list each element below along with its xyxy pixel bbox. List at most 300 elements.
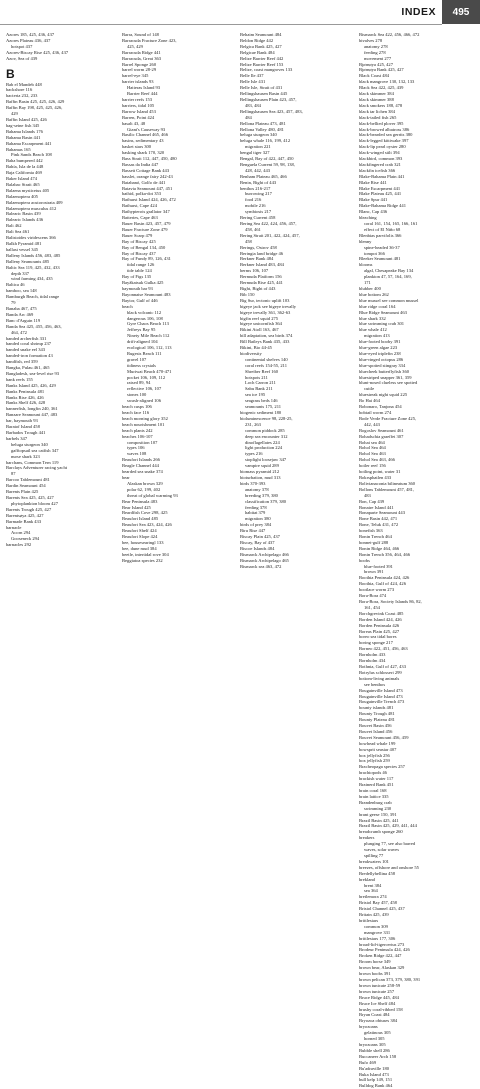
index-entry: bivalves 278: [359, 37, 383, 43]
index-entry: Bollons Tablemount 457, 481,: [359, 486, 415, 492]
index-entry: Bohai sea 464: [359, 439, 385, 445]
index-entry: beach: [122, 303, 133, 309]
index-entry: Beardfish Cove 298, 425: [122, 510, 168, 516]
index-entry: barchans, Common Tern 119: [6, 459, 59, 465]
index-entry: Beggiatoa species 232: [122, 557, 163, 563]
index-subentry: horned 305: [364, 1036, 385, 1042]
index-entry: brain coral 168: [359, 788, 387, 793]
index-subentry: Muriwai Beach 470-471: [127, 368, 172, 374]
index-entry: Bogoslov Seamount 461: [359, 427, 404, 433]
index-entry: Berkner Island 483, 484: [240, 262, 284, 268]
index-subentry: swimming 230: [364, 805, 392, 811]
index-entry: boiler reef 156: [359, 463, 386, 469]
index-entry: Bamburgh Beach, tidal range: [6, 294, 60, 300]
index-entry: Balaenoptera 405: [6, 193, 38, 199]
index-entry: Bauer Fracture Zone 479: [122, 226, 168, 232]
index-entry: Blake Spur 441: [359, 197, 388, 203]
index-subentry: nurse shark 323: [11, 453, 40, 459]
index-entry: black-legged kittiwake 397: [359, 138, 409, 144]
index-entry: Bouvet Seamount 456, 459: [359, 734, 409, 740]
index-entry: bryozoans: [359, 1024, 378, 1030]
index-entry: Bear Island 425: [122, 504, 151, 510]
index-entry: Balearic Basin 439: [6, 211, 41, 217]
index-entry: blue-footed booby 391: [359, 339, 401, 345]
index-entry: Bonin Trench 464: [359, 534, 392, 540]
index-entry: Barrow Island 453: [122, 108, 156, 114]
index-entry: Behaim Seamount 484: [240, 32, 282, 37]
index-entry: backshore 116: [6, 87, 33, 93]
index-entry: brown tunicate 257: [359, 988, 395, 994]
index-entry: beach nourishment 101: [122, 421, 165, 427]
index-entry: Banks Shelf 426, 428: [6, 400, 46, 406]
index-entry: Blake-Bahama Ridge 441: [359, 203, 406, 209]
index-entry: Bu'adraville 180: [359, 1065, 389, 1071]
index-entry: brekland: [359, 876, 375, 882]
index-entry: brant geese 150, 391: [359, 811, 397, 817]
index-entry: Bassett Cottage Bank 443: [122, 167, 170, 173]
index-entry: Biscay, Bay of 437: [240, 539, 275, 545]
index-entry: Banc d'Arguin 119: [6, 317, 41, 323]
index-subentry: deep sea encounter 312: [245, 433, 288, 439]
index-entry: Bohol Sea 463: [359, 451, 386, 457]
index-entry: Bahama Basin 441: [6, 134, 41, 140]
index-entry: Bismarck sea 463, 472: [240, 563, 282, 569]
index-entry: Balaenoptera acutorostrata 409: [6, 199, 63, 205]
index-subentry: 425, 429: [127, 43, 143, 49]
index-entry: Bill Baileys Bank 435, 433: [240, 339, 290, 345]
index-entry: Bismarck Archipelago 465: [240, 557, 289, 563]
index-entry: box jellyfish 256: [359, 752, 390, 758]
index-entry: Britain 425, 439: [359, 912, 389, 918]
index-entry: Beagle Channel 444: [122, 463, 159, 469]
index-entry: brain lattice 335: [359, 793, 389, 799]
index-entry: Bulldog Bank 464: [359, 1083, 393, 1089]
index-entry: Blue Ridge Seamount 463: [359, 309, 407, 315]
index-entry: Bahama Islands 176: [6, 128, 43, 134]
index-entry: Blake Rise 441: [359, 179, 387, 185]
index-subentry: brent 384: [364, 882, 382, 888]
index-subentry: blue-footed 391: [364, 563, 393, 569]
index-entry: Barrel Sponge 260: [122, 61, 157, 67]
index-entry: Bora-Bora 474: [359, 593, 387, 599]
index-entry: basking shark 170, 320: [122, 150, 165, 156]
index-subentry: movement 277: [364, 55, 392, 61]
index-subentry: 458: [245, 238, 252, 244]
index-entry: banded archerfish 331: [6, 335, 47, 341]
index-entry: Barcoo Tablemount 481: [6, 477, 50, 483]
index-subentry: hotspots 211: [245, 374, 268, 380]
index-entry: Baltic Sea 119, 425, 432, 433: [6, 264, 60, 270]
index-subentry: Acorn 294: [11, 530, 31, 536]
index-entry: blue whale 412: [359, 327, 387, 333]
index-subentry: migration 221: [245, 144, 271, 150]
index-entry: Brazil Basin 425, 441: [359, 817, 399, 823]
index-entry: Beaufort Island 485: [122, 516, 159, 522]
index-entry: Azores-Biscay Rise 425, 436, 437: [6, 49, 69, 55]
index-subentry: threat of global warming 93: [127, 492, 178, 498]
index-entry: Blanc, Cap 436: [359, 209, 388, 215]
index-subentry: spilling 77: [364, 852, 384, 858]
index-entry: Bellingshausen Plain 423, 457,: [240, 96, 297, 102]
index-entry: bigeye unicornfish 364: [240, 321, 282, 327]
index-subentry: common piddock 285: [245, 427, 285, 433]
index-entry: Big Sur, tectonic uplift 103: [240, 297, 290, 303]
index-entry: Benham Plateau 465, 466: [240, 173, 287, 179]
index-entry: Bouvet Basin 456: [359, 723, 392, 729]
index-entry: Barents Plain 425: [6, 489, 39, 495]
index-subentry: dinoflagellates 224: [245, 439, 280, 445]
index-column-1: [6, 32, 116, 548]
index-entry: Berkner Bank 484: [240, 256, 274, 262]
index-column-4: [359, 32, 469, 1089]
index-subentry: symbiosis 217: [245, 209, 272, 215]
index-entry: Baffin Island 425, 426: [6, 116, 47, 122]
index-subentry: Giant's Causeway 93: [127, 126, 166, 132]
index-entry: brown tunicate 258-59: [359, 982, 401, 988]
index-entry: Balaenoptera musculus 412: [6, 205, 57, 211]
index-entry: barrel-eye 345: [122, 73, 149, 79]
index-entry: Azov, Sea of 439: [6, 55, 38, 61]
index-entry: Broken Ridge 422, 447: [359, 953, 402, 959]
index-subentry: plunging 77, see also barred: [364, 841, 416, 847]
index-entry: Bruce Ice Shelf 484: [359, 1000, 396, 1006]
index-subentry: composition 107: [127, 439, 158, 445]
entry-spacer: [6, 62, 116, 65]
index-entry: biomass pyramid 212: [240, 469, 280, 475]
index-entry: brittlestars: [359, 917, 379, 923]
index-entry: Bellona Valley 480, 481: [240, 126, 284, 132]
index-subentry: Gyre Chaos Beach 113: [127, 321, 169, 327]
index-entry: Brandenburg crab: [359, 799, 392, 805]
index-subentry: gravel 107: [127, 356, 147, 362]
index-entry: Bjørnøya 425, 427: [359, 61, 393, 67]
index-subentry: Barrier Reef 444: [127, 91, 158, 97]
index-entry: blunt-nosed clueless see spotted: [359, 380, 418, 386]
index-entry: basalt 43, 48: [122, 120, 146, 126]
index-subentry: mobile 216: [245, 203, 266, 209]
index-entry: Barentsøya 425, 427: [6, 512, 44, 518]
index-subentry: depth 337: [11, 270, 30, 276]
index-entry: Black Sea 422, 425, 439: [359, 85, 404, 91]
index-entry: Biru Rise 447: [240, 528, 266, 534]
index-entry: Baratof Island 458: [6, 424, 40, 430]
index-subentry: tompot 366: [364, 250, 385, 256]
index-entry: bannerfish, longfin 240, 361: [6, 406, 58, 412]
index-entry: blue bottom 262: [359, 291, 389, 297]
index-subentry: raised 89, 94: [127, 380, 151, 386]
index-subentry: tidiness crystals: [127, 362, 156, 368]
index-entry: brushy coral-ribbed 158: [359, 1006, 403, 1012]
index-entry: ballast vessel 345: [6, 246, 39, 252]
index-subentry: Rugesis Beach 111: [127, 350, 162, 356]
index-subentry: feeding 278: [364, 49, 386, 55]
index-entry: boobs: [359, 557, 370, 563]
index-entry: Bangladesh, sea-level rise 93: [6, 370, 60, 376]
index-subentry: Shreiber Reef 160: [245, 368, 279, 374]
index-entry: Biscay Plain 425, 437: [240, 534, 280, 540]
index-entry: Bornholm 434: [359, 658, 386, 664]
index-entry: black-tailed fish 265: [359, 114, 397, 120]
index-subentry: stones 100: [127, 392, 147, 398]
index-subentry: sea ice 195: [245, 392, 266, 398]
index-entry: boiling point, water 31: [359, 469, 401, 475]
index-entry: Bight, Bight of 443: [240, 285, 276, 291]
index-entry: Bay of Bengal 134, 450: [122, 244, 166, 250]
index-subentry: polar 62, 199, 402: [127, 486, 161, 492]
index-entry: Bismarck Archipelago 466: [240, 551, 289, 557]
index-column-2: [122, 32, 232, 564]
index-subentry: gafftopsail sea catfish 347: [11, 447, 59, 453]
index-subentry: classification 379, 380: [245, 498, 287, 504]
index-entry: Banks Rise 426, 426: [6, 394, 44, 400]
index-subentry: 483, 484: [245, 102, 261, 108]
index-subentry: sea 364: [364, 888, 378, 894]
index-entry: Banda Arc 469: [6, 311, 34, 317]
index-entry: beaches 106-107: [122, 433, 153, 439]
index-entry: blackfin icefish 366: [359, 167, 396, 173]
index-entry: blue-ringed octopus 286: [359, 356, 404, 362]
index-entry: Beaufort Shelf 424: [122, 528, 157, 534]
index-entry: brown boobs 391: [359, 971, 391, 977]
index-subentry: coral reefs 154-55, 211: [245, 362, 288, 368]
index-entry: Buccaneer Arch 158: [359, 1053, 397, 1059]
index-subentry: 171: [364, 280, 371, 286]
index-entry: bull kelp 149, 151: [359, 1077, 393, 1083]
index-entry: Bo Hai 464: [359, 398, 380, 404]
index-entry: Barracuda, Great 363: [122, 55, 162, 61]
index-entry: Barra, Sound of 148: [122, 32, 159, 37]
index-entry: Baja California 469: [6, 170, 42, 176]
index-entry: bryozoans 305: [359, 1041, 386, 1047]
index-entry: Bay of Figs 135: [122, 274, 152, 280]
index-entry: Bounty Plateau 481: [359, 717, 395, 723]
index-entry: Bohol Sea 464: [359, 445, 386, 451]
index-entry: beetle, intertidal rove 304: [122, 551, 169, 557]
index-entry: broad-lid-tigercertus 273: [359, 941, 405, 947]
index-entry: blackbird, common 393: [359, 156, 403, 162]
index-entry: barrel worm 28-29: [122, 67, 157, 73]
index-entry: Bardin Seamount 454: [6, 483, 46, 489]
index-entry: Bonaparte Seamount 443: [359, 510, 405, 516]
index-entry: Bermuda Platform 156: [240, 274, 282, 280]
index-entry: blue shark 332: [359, 315, 386, 321]
index-subentry: plankton 47, 57, 164, 169,: [364, 274, 412, 280]
index-entry: Bahama Escarpment 441: [6, 140, 52, 146]
index-subentry: effect of El Niño 68: [364, 226, 401, 232]
index-subentry: migration 413: [364, 333, 390, 339]
index-subentry: phytoplankton bloom 427: [11, 500, 58, 506]
index-entry: berms 106, 107: [240, 268, 269, 274]
index-entry: Barents Trough 425, 427: [6, 506, 52, 512]
index-subentry: ecological 106, 112, 113: [127, 345, 172, 351]
index-entry: Barren, Point 424: [122, 114, 155, 120]
index-entry: bigeye jack see bigeye trevally: [240, 303, 297, 309]
index-subentry: brown 391: [364, 569, 384, 575]
index-subentry: reflective 106, 107: [127, 386, 162, 392]
index-subentry: Jeffreys Bay 95: [127, 327, 156, 333]
index-subentry: types 216: [245, 451, 263, 457]
index-entry: Bredellyhellina 458: [359, 870, 395, 876]
index-subentry: habitat 379: [245, 510, 266, 516]
index-entry: Blenbias parvifolis 366: [359, 232, 402, 238]
index-entry: Bauer Scarp 479: [122, 232, 153, 238]
index-entry: bluecheek butterflyfish 360: [359, 368, 410, 374]
index-entry: Blake Escarpment 441: [359, 185, 401, 191]
index-subentry: light production 224: [245, 445, 283, 451]
index-entry: bathid, polka-dot 353: [122, 191, 162, 197]
index-subentry: 483: [364, 492, 371, 498]
index-subentry: types 106: [127, 445, 145, 451]
index-entry: Bornholm 433: [359, 652, 386, 658]
index-entry: Bering Strait 201, 422, 424, 457,: [240, 232, 300, 238]
index-entry: bee, housesearingl 133: [122, 539, 164, 545]
index-entry: beach face 116: [122, 410, 150, 415]
index-entry: Bougainville Island 473: [359, 687, 403, 693]
index-entry: black-lip pearl oyster 280: [359, 144, 406, 150]
index-entry: bigfin reef squid 275: [240, 315, 279, 321]
index-entry: Bikini Atoll 163, 467: [240, 327, 279, 333]
index-subentry: seamounts 175, 211: [245, 404, 282, 410]
index-entry: banded snake eel 343: [6, 347, 46, 353]
index-entry: Bayākatsuk Gulka 425: [122, 280, 164, 286]
index-entry: Blake-Bahama Plain 441: [359, 173, 405, 179]
index-subentry: anatomy 278: [364, 43, 388, 49]
index-subentry: gelatinous 305: [364, 1030, 391, 1036]
index-subentry: 484: [245, 114, 252, 120]
index-subentry: 458, 461: [245, 226, 261, 232]
index-entry: breakwaters 101: [359, 858, 389, 864]
index-entry: Benguela Current 59, 98, 138,: [240, 161, 295, 167]
index-entry: Baffin Basin 425, 425, 426, 429: [6, 99, 65, 105]
index-entry: Bristol Bay 457, 458: [359, 900, 397, 906]
index-entry: Boothia, Gulf of 424, 426: [359, 581, 406, 587]
index-subentry: mangrove 331: [364, 929, 391, 935]
index-entry: brown pelican 373, 379, 380, 391: [359, 977, 421, 982]
index-entry: black skimmer 384: [359, 91, 394, 97]
index-entry: blue-eyed triplefin 238: [359, 350, 401, 356]
index-entry: Brainerd Bank 451: [359, 782, 394, 788]
index-subentry: Gooseneck 294: [11, 536, 40, 542]
index-entry: breakers: [359, 835, 375, 841]
index-entry: Banaba 467, 475: [6, 305, 37, 311]
index-entry: Bougainville Island 473: [359, 693, 403, 699]
index-entry: Borden Island 424, 426: [359, 616, 402, 622]
index-entry: bottom-living animals: [359, 675, 400, 681]
index-entry: Berings, Ostrov 458: [240, 244, 277, 250]
index-entry: bootlace worm 273: [359, 587, 395, 593]
index-entry: Baltica 46: [6, 282, 25, 288]
index-entry: Beringia land bridge 46: [240, 250, 284, 256]
index-entry: baymouth bar 93: [122, 285, 153, 291]
index-entry: Blake Plateau 425, 441: [359, 191, 402, 197]
index-entry: Basilic Channel 465, 466: [122, 132, 168, 138]
index-entry: Bass Strait 112, 447, 450, 480: [122, 156, 177, 162]
index-subentry: anatomy 378: [245, 486, 269, 492]
index-entry: blooms: [359, 262, 373, 268]
index-entry: Bismarck Sea 422, 456, 466, 472: [359, 32, 420, 37]
index-entry: Belgicae Bank 484: [240, 49, 275, 55]
index-entry: Bengal, Bay of 422, 447, 450: [240, 156, 294, 162]
index-subentry: Alaskan brown 329: [127, 480, 163, 486]
index-subentry: spine-headed 36-37: [364, 244, 400, 250]
index-entry: Belize Barrier Reef 442: [240, 55, 284, 61]
index-entry: Bone Basin 442, 471: [359, 516, 398, 522]
index-entry: Bruce Ridge 445, 484: [359, 994, 399, 1000]
index-subentry: 428, 442, 443: [245, 167, 271, 173]
index-entry: black-bearded sea gerrits 380: [359, 132, 413, 138]
index-entry: Baffin Bay 198, 425, 425, 426,: [6, 105, 63, 111]
index-subentry: 464, 472: [11, 329, 27, 335]
index-entry: bowhead whale 199: [359, 740, 396, 746]
index-entry: bobtail worm 274: [359, 410, 392, 415]
index-entry: Boreas Plain 425, 427: [359, 628, 400, 634]
index-entry: barrier reefs 153: [122, 96, 153, 102]
index-entry: Bahamas 165: [6, 146, 31, 152]
index-subentry: 442, 443: [364, 421, 380, 427]
index-entry: barbels 347: [6, 435, 28, 441]
index-entry: bowsprit seastar 407: [359, 746, 397, 752]
index-subentry: waves, solar waves: [364, 847, 399, 853]
index-entry: basins, sedimentary 43: [122, 138, 164, 144]
index-entry: Bounty Trough 481: [359, 711, 395, 717]
index-entry: Bay of Biscay 425: [122, 238, 156, 244]
index-subentry: 87: [11, 471, 16, 477]
index-subentry: Loch Carron 211: [245, 380, 276, 386]
index-entry: Bay of Biscay 437: [122, 250, 156, 256]
index-entry: Barclays Adventurer racing yacht: [6, 465, 67, 471]
index-entry: Bobonaro, Tanjona 454: [359, 404, 402, 410]
index-entry: Broom horse 349: [359, 959, 391, 965]
index-subentry: coral 161, 154, 165, 166, 161: [364, 221, 418, 226]
index-subentry: continental shelves 140: [245, 356, 288, 362]
index-subentry: hotspot 437: [11, 43, 33, 49]
index-entry: Batabanó, Golfo de 441: [122, 179, 166, 185]
index-entry: Bubble shell 286: [359, 1047, 390, 1053]
page-header: [0, 0, 480, 24]
index-entry: Azores Plateau 436, 437: [6, 37, 51, 43]
index-subentry: common 309: [364, 923, 388, 929]
index-entry: bretlemora 274: [359, 894, 387, 900]
index-entry: Bon, Cap 439: [359, 498, 385, 504]
index-entry: Belize Barrier Reef 153: [240, 61, 284, 67]
index-entry: Bellingshausen Basin 445: [240, 91, 288, 97]
index-entry: Balistoides viridescens 366: [6, 235, 56, 241]
index-entry: Bear Peninsula 483: [122, 498, 158, 504]
index-subentry: cuttle: [364, 386, 375, 392]
index-entry: Barbados Trough 441: [6, 430, 46, 435]
index-entry: Banda Sea 425, 455, 456, 463,: [6, 323, 62, 329]
index-entry: Barmade Bank 433: [6, 518, 42, 524]
index-entry: banded-iron formation 43: [6, 353, 53, 359]
index-subentry: beluga sturgeon 340: [11, 441, 48, 447]
index-entry: bamboo, sea 148: [6, 288, 37, 294]
index-entry: Borneo 422, 451, 456, 463: [359, 646, 408, 652]
index-entry: Barracuda Fracture Zone 423,: [122, 37, 177, 43]
index-entry: birds 370-393: [240, 480, 266, 486]
index-entry: bengal tiger 327: [240, 150, 270, 156]
index-entry: benthos 216-217: [240, 185, 271, 191]
index-subentry: food 216: [245, 197, 262, 203]
index-entry: Banks Peninsula 481: [6, 388, 45, 394]
index-subentry: 231, 263: [245, 421, 261, 427]
index-entry: Balkh Pyramid 481: [6, 241, 42, 246]
index-entry: blackfingered crab 321: [359, 161, 401, 167]
index-entry: Bristol Channel 425, 437: [359, 906, 405, 912]
index-entry: Bohadschia graeffei 307: [359, 433, 404, 439]
index-entry: Barents Sea 425, 425, 427: [6, 494, 54, 500]
index-entry: Buka Island 473: [359, 1071, 389, 1077]
index-entry: Baker Island 474: [6, 176, 38, 182]
